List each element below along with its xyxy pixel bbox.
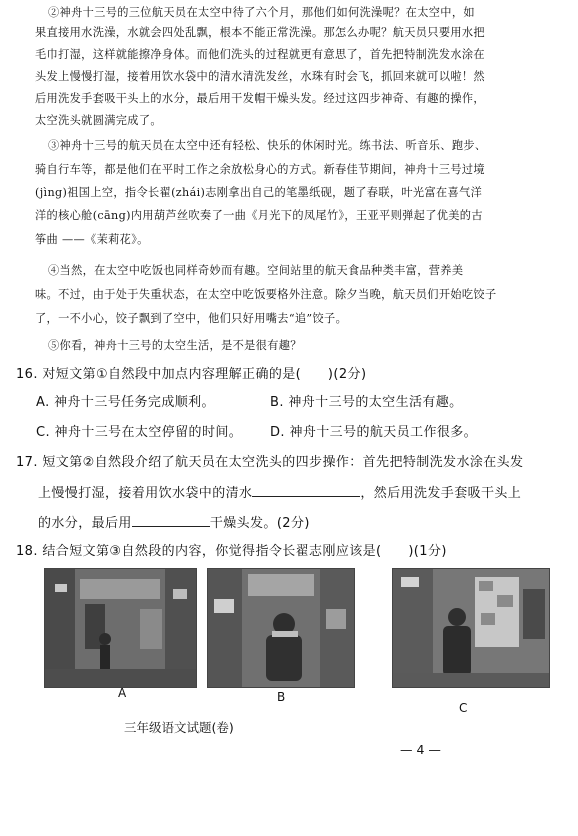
paragraph-5: ⑤你看，神舟十三号的太空生活，是不是很有趣？ [48, 339, 302, 352]
answer-blank-2[interactable] [132, 514, 210, 527]
paragraph-3-line: 筝曲 ——《茉莉花》。 [35, 233, 149, 246]
page-number: — 4 — [400, 742, 441, 757]
caption-a: A [118, 686, 127, 700]
paragraph-2-line: 毛巾打湿，这样就能擦净身体。而他们洗头的过程就更有意思了，首先把特制洗发水涂在 [35, 48, 485, 61]
paragraph-3-line: 骑自行车等，都是他们在平时工作之余放松身心的方式。新春佳节期间，神舟十三号过境 [35, 163, 485, 176]
paragraph-2-line: 太空洗头就圆满完成了。 [35, 114, 162, 127]
option-b[interactable]: B. 神舟十三号的太空生活有趣。 [270, 395, 463, 410]
paragraph-3-line: (jìng)祖国上空，指令长翟(zhái)志刚拿出自己的笔墨纸砚，题了春联，叶光富在喜气洋 [35, 186, 483, 199]
paragraph-4-line: 味。不过，由于处于失重状态，在太空中吃饭要格外注意。除夕当晚，航天员们开始吃饺子 [35, 288, 497, 301]
option-d[interactable]: D. 神舟十三号的航天员工作很多。 [270, 425, 478, 440]
question-18-stem: 18. 结合短文第③自然段的内容，你觉得指令长翟志刚应该是( )(1分) [16, 544, 447, 559]
option-c[interactable]: C. 神舟十三号在太空停留的时间。 [36, 425, 243, 440]
question-17-line-3-tail: 干燥头发。(2分) [209, 516, 310, 531]
paragraph-3-line: ③神舟十三号的航天员在太空中还有轻松、快乐的休闲时光。练书法、听音乐、跑步、 [48, 139, 487, 152]
question-17-line-2-tail: ，然后用洗发手套吸干头上 [360, 486, 522, 501]
photo-b-image [208, 569, 354, 687]
paragraph-2-line: ②神舟十三号的三位航天员在太空中待了六个月，那他们如何洗澡呢？在太空中，如 [48, 6, 475, 19]
photo-b[interactable] [207, 568, 355, 688]
caption-b: B [277, 690, 286, 704]
photo-c[interactable] [392, 568, 550, 688]
answer-blank-1[interactable] [252, 484, 360, 497]
question-17-line-3 [38, 514, 310, 533]
question-17-line-3-text: 的水分，最后用 [38, 516, 132, 531]
paragraph-2-line: 后用洗发手套吸干头上的水分，最后用干发帽干燥头发。经过这四步神奇、有趣的操作， [35, 92, 485, 105]
photo-c-image [393, 569, 549, 687]
paragraph-2-line: 果直接用水洗澡，水就会四处乱飘，根本不能正常洗澡。那怎么办呢？航天员只要用水把 [35, 26, 485, 39]
paragraph-4-line: 了，一不小心，饺子飘到了空中，他们只好用嘴去“追”饺子。 [35, 312, 348, 325]
photo-a-image [45, 569, 196, 687]
option-a[interactable]: A. 神舟十三号任务完成顺利。 [36, 395, 215, 410]
paragraph-3-line: 洋的核心舱(cāng)内用葫芦丝吹奏了一曲《月光下的凤尾竹》，王亚平则弹起了优美的古 [35, 209, 483, 222]
question-17-line-2-text: 上慢慢打湿，接着用饮水袋中的清水 [38, 486, 253, 501]
paragraph-2-line: 头发上慢慢打湿，接着用饮水袋中的清水清洗发丝，水珠有时会飞，抓回来就可以啦！然 [35, 70, 485, 83]
caption-c: C [459, 701, 468, 715]
exam-title: 三年级语文试题(卷) [124, 720, 234, 735]
question-16-stem: 16. 对短文第①自然段中加点内容理解正确的是( )(2分) [16, 367, 367, 382]
paragraph-4-line: ④当然，在太空中吃饭也同样奇妙而有趣。空间站里的航天食品种类丰富，营养美 [48, 264, 464, 277]
question-17-line-1: 17. 短文第②自然段介绍了航天员在太空洗头的四步操作：首先把特制洗发水涂在头发 [16, 455, 524, 470]
question-17-line-2 [38, 484, 521, 503]
photo-a[interactable] [44, 568, 197, 688]
